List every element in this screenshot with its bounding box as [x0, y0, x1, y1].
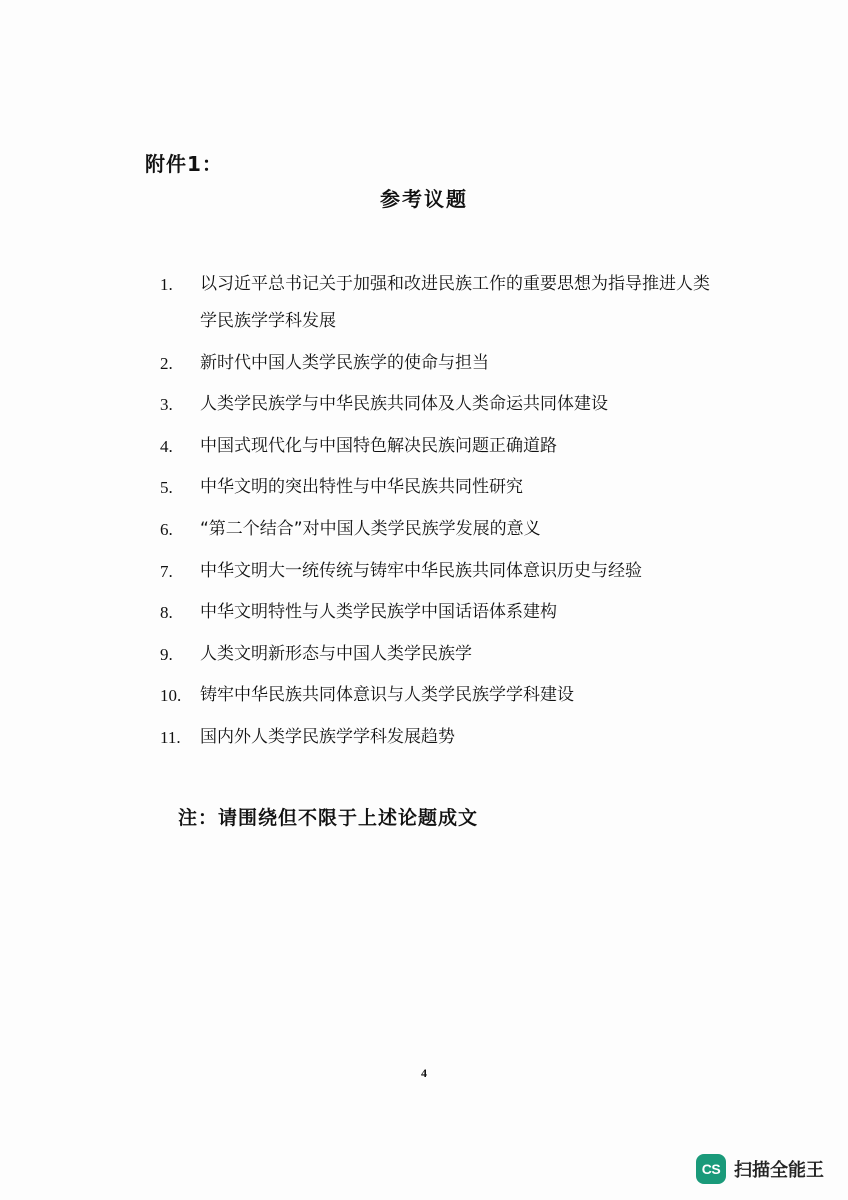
topic-text: 国内外人类学民族学学科发展趋势	[200, 726, 455, 747]
list-item	[160, 266, 760, 340]
scanner-watermark	[696, 1154, 824, 1184]
topic-list	[160, 266, 760, 761]
topic-number: 7.	[160, 561, 173, 581]
topic-number: 10.	[160, 686, 182, 706]
topic-text: 以习近平总书记关于加强和改进民族工作的重要思想为指导推进人类学民族学学科发展	[200, 274, 710, 331]
list-item	[160, 469, 760, 506]
page-title: 参考议题	[380, 187, 468, 211]
list-item	[160, 636, 760, 673]
list-item	[160, 511, 760, 548]
note-text: 注：请围绕但不限于上述论题成文	[178, 807, 479, 829]
topic-text: 中华文明大一统传统与铸牢中华民族共同体意识历史与经验	[200, 560, 642, 581]
topic-number: 1.	[160, 275, 173, 294]
topic-text: 中国式现代化与中国特色解决民族问题正确道路	[200, 435, 557, 456]
topic-number: 4.	[160, 436, 173, 456]
topic-number: 8.	[160, 603, 173, 623]
topic-number: 2.	[160, 353, 173, 373]
topic-number: 3.	[160, 395, 173, 415]
topic-text: 中华文明的突出特性与中华民族共同性研究	[200, 477, 523, 498]
camscanner-logo-icon: CS	[696, 1154, 726, 1184]
watermark-app-name: 扫描全能王	[734, 1160, 824, 1181]
topic-text: 新时代中国人类学民族学的使命与担当	[200, 352, 489, 373]
topic-number: 9.	[160, 644, 173, 664]
topic-text: 人类学民族学与中华民族共同体及人类命运共同体建设	[200, 394, 608, 415]
attachment-label: 附件1：	[145, 152, 223, 176]
topic-text: 人类文明新形态与中国人类学民族学	[200, 643, 472, 664]
list-item	[160, 428, 760, 465]
list-item	[160, 677, 760, 714]
topic-text: 中华文明特性与人类学民族学中国话语体系建构	[200, 602, 557, 623]
topic-number: 11.	[160, 727, 181, 747]
topic-number: 5.	[160, 478, 173, 498]
page-number: 4	[421, 1066, 427, 1080]
list-item	[160, 345, 760, 382]
topic-text: 铸牢中华民族共同体意识与人类学民族学学科建设	[200, 685, 574, 706]
list-item	[160, 719, 760, 756]
topic-text: “第二个结合”对中国人类学民族学发展的意义	[200, 518, 541, 539]
list-item	[160, 386, 760, 423]
list-item	[160, 553, 760, 590]
list-item	[160, 594, 760, 631]
topic-number: 6.	[160, 519, 173, 539]
